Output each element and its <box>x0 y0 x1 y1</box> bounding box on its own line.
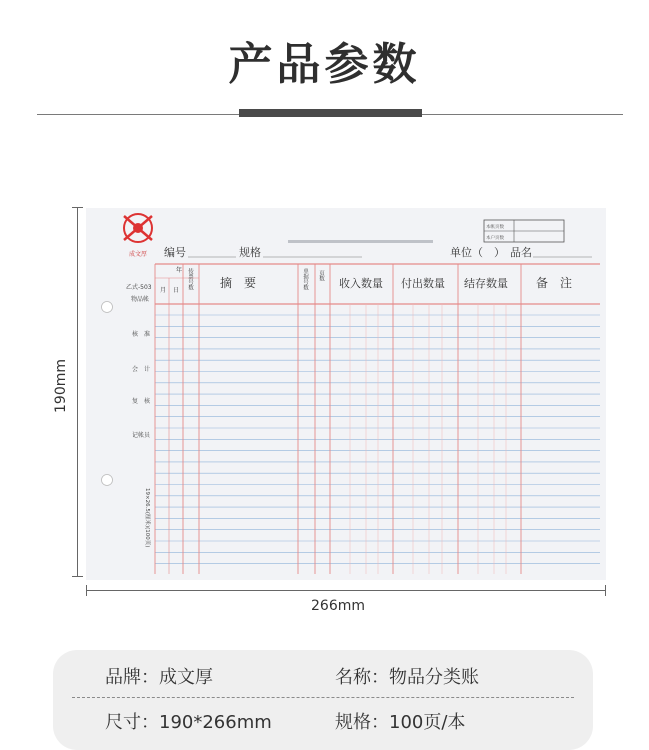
ledger-logo-icon <box>124 214 152 242</box>
col-bal-qty: 结存数量 <box>464 277 508 290</box>
col-summary: 摘 要 <box>220 276 257 290</box>
col-voucher: 传票号数 <box>187 268 193 290</box>
height-dimension-cap-top <box>72 207 83 208</box>
spec-brand-value: 成文厚 <box>159 667 213 688</box>
approval-label-1: 本帐页数 <box>486 225 504 230</box>
spec-name-value: 物品分类账 <box>389 667 479 688</box>
ledger-logo-caption: 成文厚 <box>128 251 148 258</box>
spec-size-label: 尺寸： <box>105 712 159 733</box>
spec-brand-label: 品牌： <box>105 667 159 688</box>
spec-format-label: 规格： <box>335 712 389 733</box>
signature-review: 复 核 <box>132 398 151 405</box>
col-year: 年 <box>176 267 183 274</box>
spec-name <box>335 663 479 689</box>
form-code: 乙式-503 <box>126 284 152 291</box>
side-label: 物品帐 <box>131 296 150 303</box>
binding-hole-top <box>102 302 113 313</box>
spec-format <box>335 708 465 734</box>
ledger-grid <box>155 264 600 574</box>
col-month: 月 <box>160 287 167 294</box>
ledger-drawing <box>86 208 606 580</box>
col-remark: 备 注 <box>536 276 573 290</box>
width-dimension-cap-right <box>605 585 606 596</box>
col-out-qty: 付出数量 <box>401 277 445 290</box>
spec-label: 规格 <box>239 246 261 259</box>
binding-hole-bottom <box>102 475 113 486</box>
width-dimension-cap-left <box>86 585 87 596</box>
spec-name-label: 名称： <box>335 667 389 688</box>
unit-close: ） <box>494 246 505 259</box>
title-accent-bar <box>239 109 422 117</box>
spec-brand <box>105 663 213 689</box>
height-dimension-cap-bottom <box>72 576 83 577</box>
width-dimension-line <box>86 590 606 591</box>
unit-label: 单位（ <box>450 246 483 259</box>
col-doc-no: 单据号数 <box>302 268 308 290</box>
height-dimension-label: 190mm <box>53 359 69 413</box>
signature-approve: 核 准 <box>132 331 151 338</box>
spec-divider <box>72 697 574 698</box>
number-label: 编号 <box>164 246 186 259</box>
signature-clerk: 记帐员 <box>132 432 151 439</box>
spec-size-value: 190*266mm <box>159 712 272 733</box>
spec-format-value: 100页/本 <box>389 712 466 733</box>
name-label: 品名 <box>510 246 532 259</box>
width-dimension-label: 266mm <box>311 598 365 614</box>
approval-label-2: 本户页数 <box>486 236 504 241</box>
size-note: 19×26.5(厘米)(100页) <box>144 488 150 548</box>
signature-accounting: 会 计 <box>132 366 151 373</box>
page-title: 产品参数 <box>228 39 421 90</box>
height-dimension-line <box>77 208 78 576</box>
spec-size <box>105 708 272 734</box>
col-in-qty: 收入数量 <box>339 277 383 290</box>
col-day: 日 <box>173 287 180 294</box>
ledger-sheet-photo <box>86 208 606 580</box>
col-page: 页数 <box>318 270 324 281</box>
approval-box <box>484 220 564 242</box>
